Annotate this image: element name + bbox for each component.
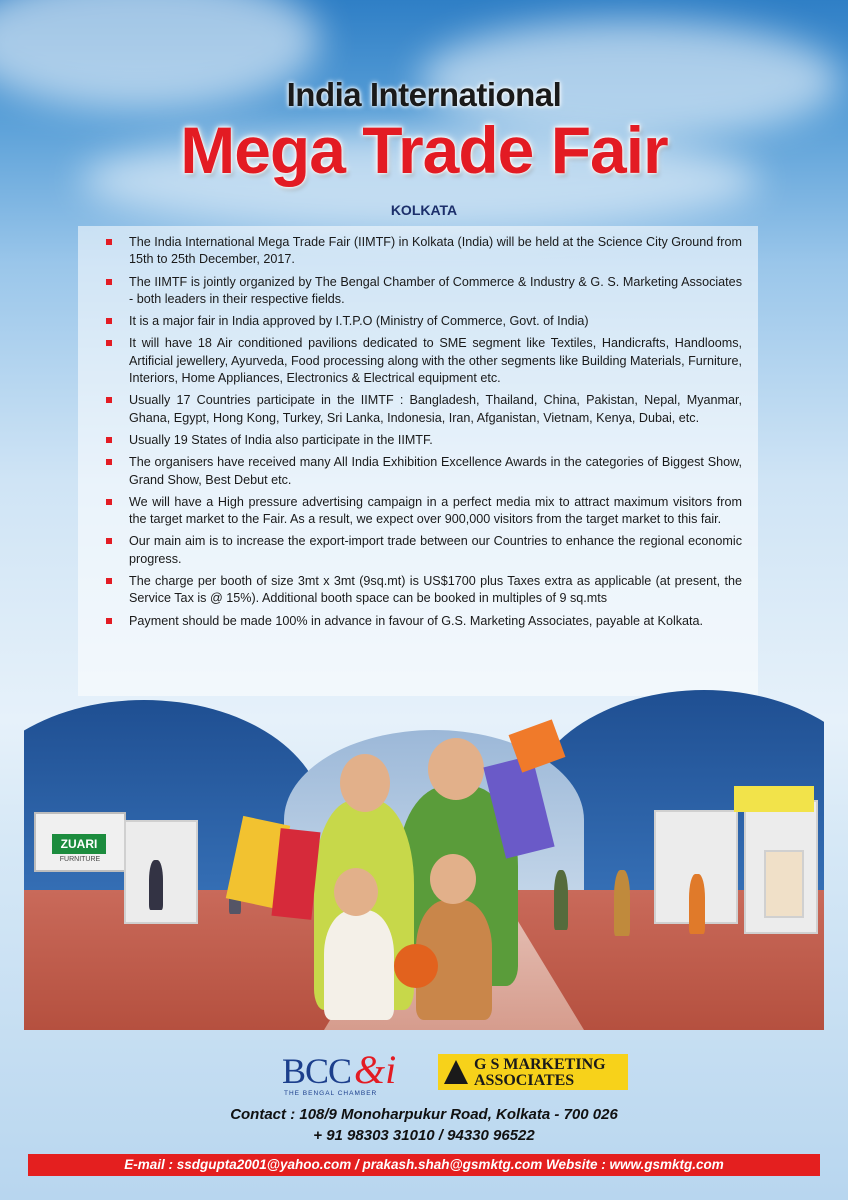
bullet-list	[104, 234, 742, 635]
bcc-logo-subtitle: THE BENGAL CHAMBER	[284, 1090, 378, 1097]
list-item	[104, 432, 742, 449]
list-item	[104, 494, 742, 529]
visitor	[614, 870, 630, 936]
girl-head	[334, 868, 378, 916]
mother-head	[340, 754, 390, 812]
stall-banner	[734, 786, 814, 812]
zuari-logo: ZUARI	[52, 834, 106, 854]
gsm-triangle-icon	[444, 1060, 468, 1084]
title-small: India International	[286, 76, 562, 113]
bullet-square-icon	[106, 618, 112, 624]
bullet-text: It will have 18 Air conditioned pavilions dedicated to SME segment like Textiles, Handicrafts, Handlooms, Artificial jewellery, Ayurveda, Food processing along with the other segments like Building Materials, Furniture, Interiors, Home Appliances, Electronics & Electrical equipment etc.	[129, 336, 742, 386]
list-item	[104, 613, 742, 630]
bullet-square-icon	[106, 437, 112, 443]
visitor	[149, 860, 163, 910]
list-item	[104, 234, 742, 269]
list-item	[104, 392, 742, 427]
gsm-logo-line2: ASSOCIATES	[474, 1072, 575, 1089]
bullet-text: The organisers have received many All India Exhibition Excellence Awards in the categories of Biggest Show, Grand Show, Best Debut etc.	[129, 455, 742, 487]
bullet-text: Payment should be made 100% in advance in favour of G.S. Marketing Associates, payable at Kolkata.	[129, 613, 704, 628]
list-item	[104, 454, 742, 489]
visitor	[554, 870, 568, 930]
sponsor-logos	[0, 1040, 848, 1102]
contact-block	[0, 1104, 848, 1146]
basketball	[394, 944, 438, 988]
bullet-text: Our main aim is to increase the export-import trade between our Countries to enhance the regional economic progress.	[129, 534, 742, 566]
bcc-logo-text: BCC	[282, 1051, 352, 1091]
title-main: Mega Trade Fair	[180, 113, 668, 187]
contact-phone: + 91 98303 31010 / 94330 96522	[313, 1127, 535, 1144]
bullet-square-icon	[106, 499, 112, 505]
zuari-subtitle: FURNITURE	[59, 856, 101, 863]
list-item	[104, 274, 742, 309]
bullet-square-icon	[106, 578, 112, 584]
bcc-logo	[282, 1047, 398, 1100]
bullet-text: Usually 17 Countries participate in the IIMTF : Bangladesh, Thailand, China, Pakistan, Nepal, Myanmar, Ghana, Egypt, Hong Kong, Turkey, Sri Lanka, Indonesia, Iran, Afganistan, Vietnam, Kenya, Dubai, etc.	[129, 393, 742, 425]
bullet-square-icon	[106, 340, 112, 346]
contact-address: Contact : 108/9 Monoharpukur Road, Kolkata - 700 026	[230, 1106, 618, 1123]
bullet-square-icon	[106, 538, 112, 544]
bullet-text: The India International Mega Trade Fair (IIMTF) in Kolkata (India) will be held at the Science City Ground from 15th to 25th December, 2017.	[129, 235, 742, 267]
bullet-square-icon	[106, 318, 112, 324]
header	[0, 76, 848, 186]
bullet-square-icon	[106, 397, 112, 403]
list-item	[104, 573, 742, 608]
zuari-sign	[34, 812, 126, 872]
bullet-square-icon	[106, 279, 112, 285]
bullet-square-icon	[106, 459, 112, 465]
list-item	[104, 533, 742, 568]
girl-figure	[324, 910, 394, 1020]
poster	[764, 850, 804, 918]
bcc-logo-amp: &i	[354, 1047, 397, 1092]
bullet-text: We will have a High pressure advertising campaign in a perfect media mix to attract maximum visitors from the target market to the Fair. As a result, we expect over 900,000 visitors from the target market to this fair.	[129, 494, 742, 527]
bullet-text: The charge per booth of size 3mt x 3mt (9sq.mt) is US$1700 plus Taxes extra as applicable (at present, the Service Tax is @ 15%). Additional booth space can be booked in multiples of 9 sq.mts	[129, 574, 742, 606]
list-item	[104, 313, 742, 330]
bullet-text: It is a major fair in India approved by I.T.P.O (Ministry of Commerce, Govt. of India)	[129, 314, 589, 329]
gsm-logo	[438, 1054, 628, 1090]
list-item	[104, 335, 742, 387]
fair-scene-image	[24, 690, 824, 1030]
city-label: KOLKATA	[390, 202, 458, 218]
gsm-logo-line1: G S MARKETING	[474, 1056, 606, 1073]
bullet-text: Usually 19 States of India also participate in the IIMTF.	[129, 432, 433, 447]
father-head	[428, 738, 484, 800]
visitor	[689, 874, 705, 934]
bullet-text: The IIMTF is jointly organized by The Bengal Chamber of Commerce & Industry & G. S. Marketing Associates - both leaders in their respective fields.	[129, 274, 742, 306]
bullet-square-icon	[106, 239, 112, 245]
footer-bar: E-mail : ssdgupta2001@yahoo.com / prakash.shah@gsmktg.com Website : www.gsmktg.com	[28, 1154, 820, 1176]
boy-head	[430, 854, 476, 904]
